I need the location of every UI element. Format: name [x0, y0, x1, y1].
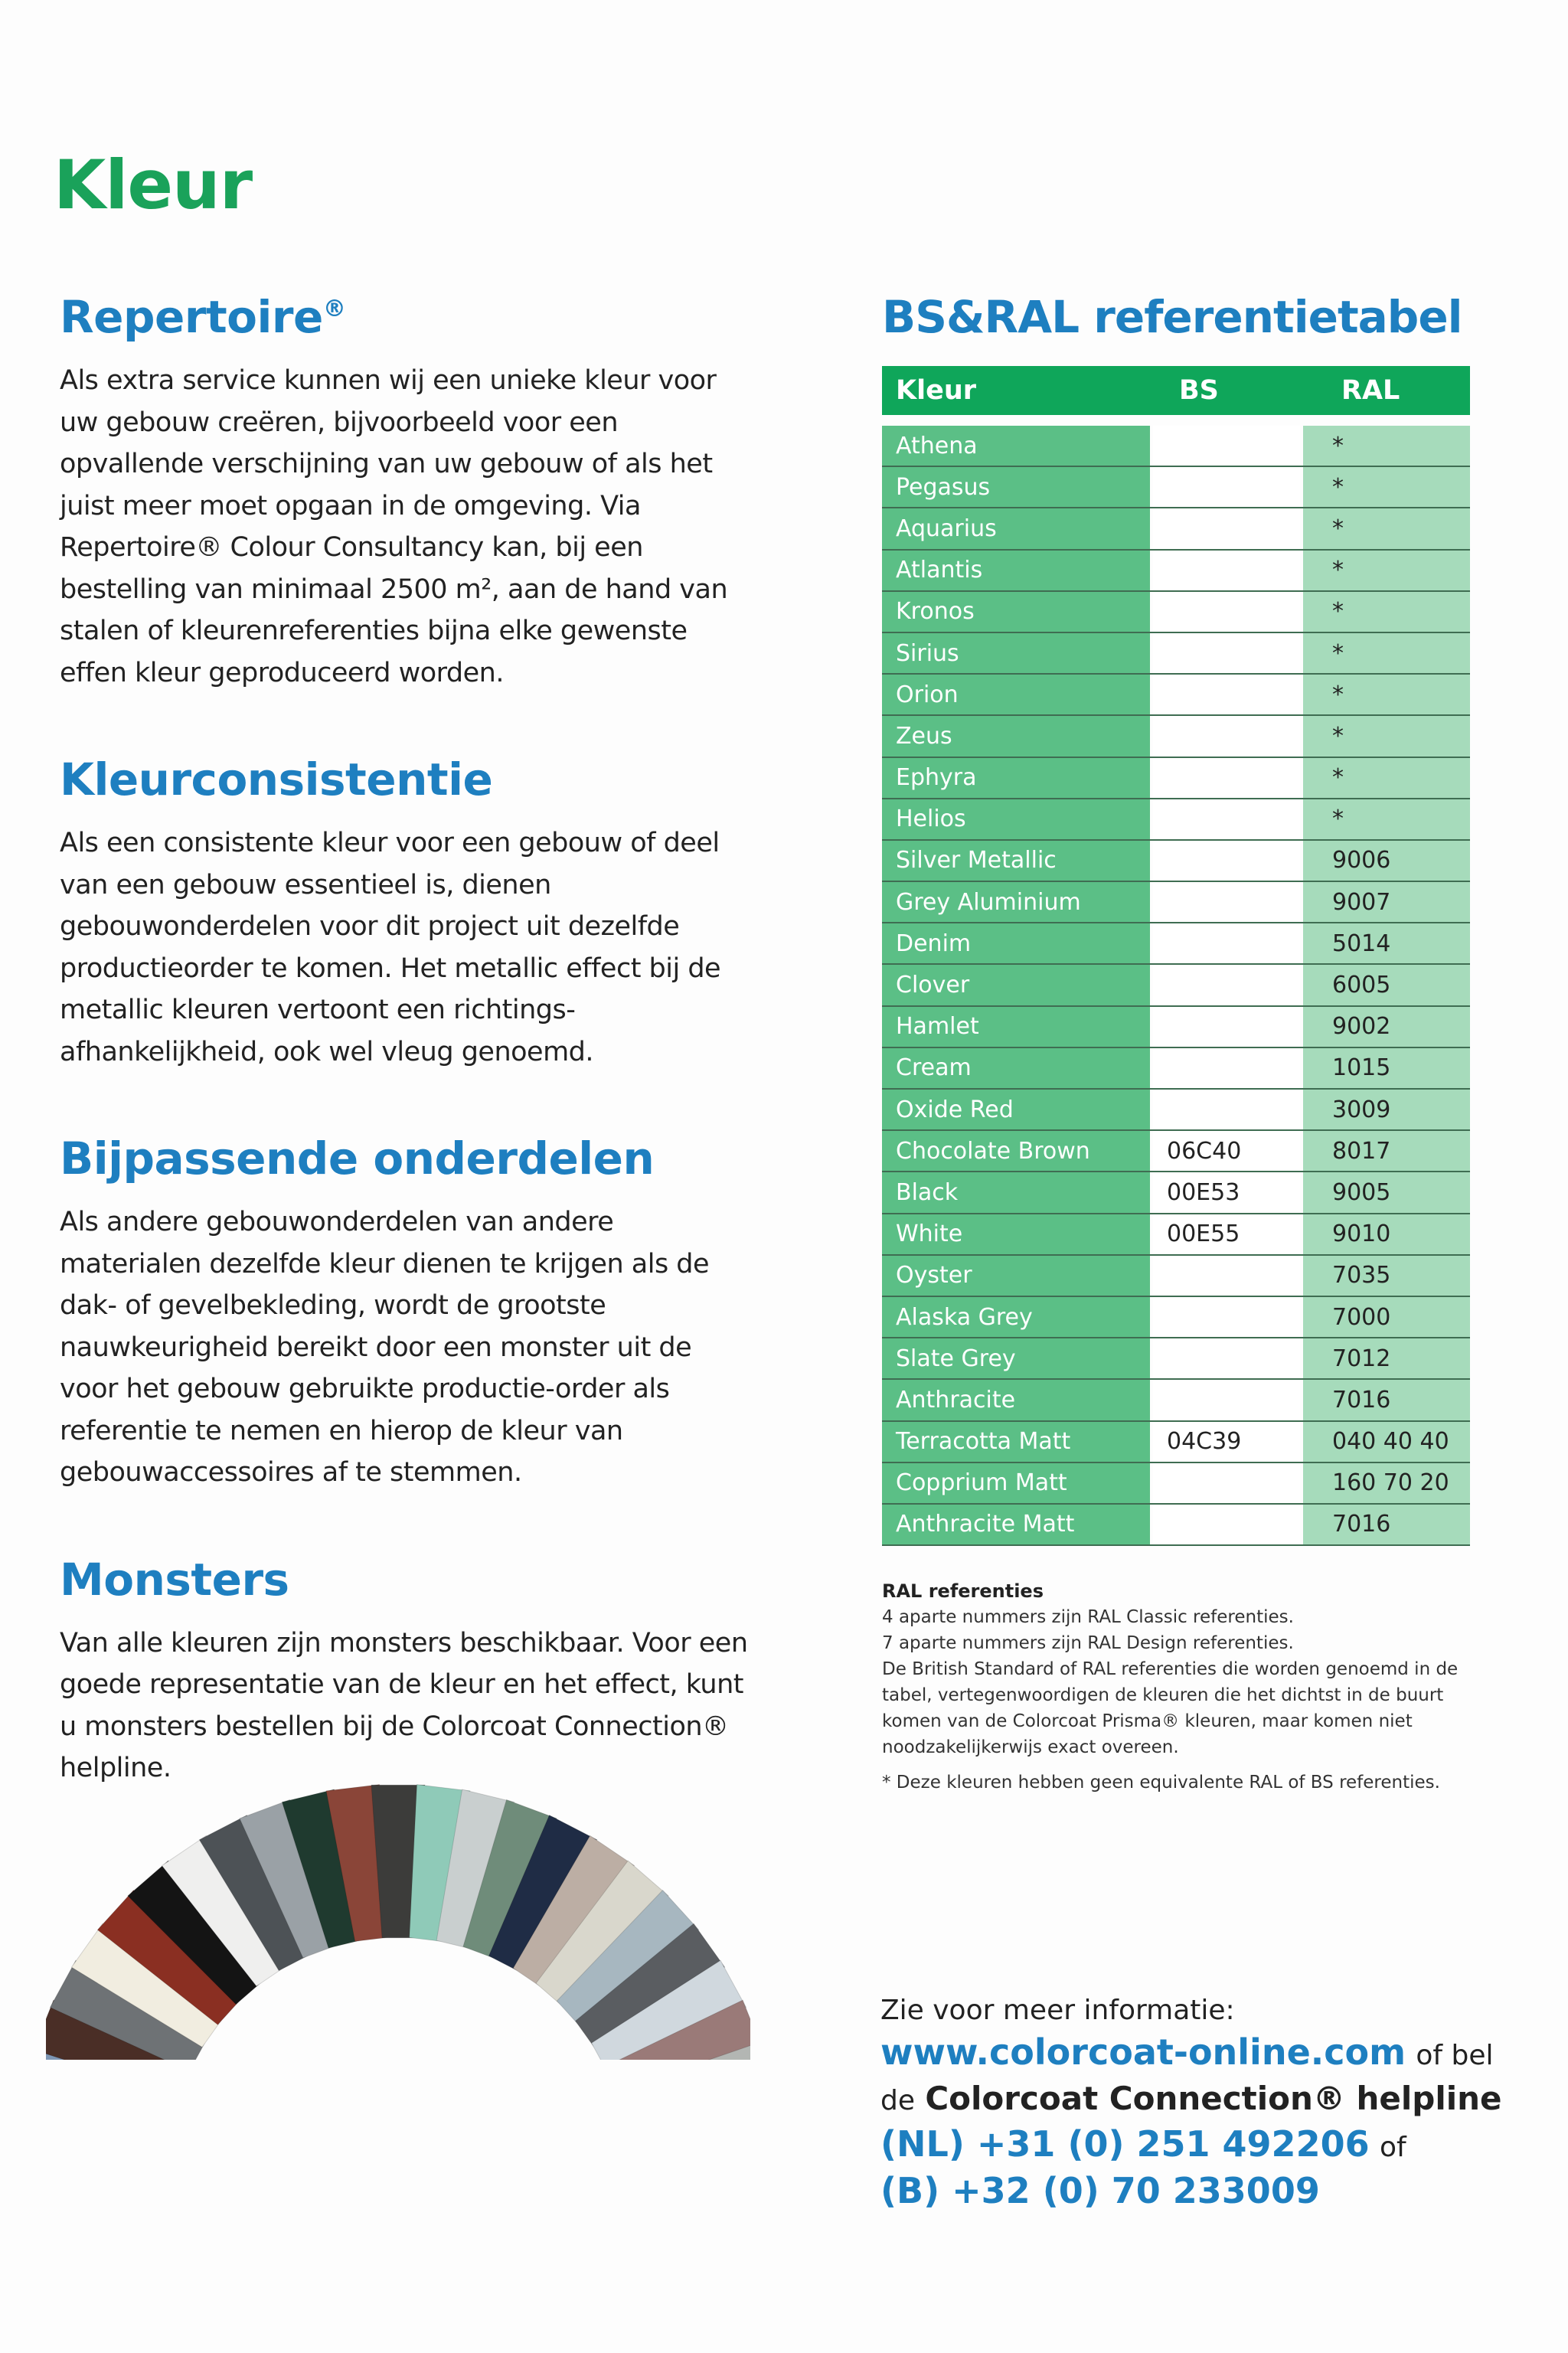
- cell-ral: 160 70 20: [1303, 1463, 1470, 1503]
- cell-kleur: Athena: [882, 426, 1150, 466]
- cell-bs: [1153, 467, 1300, 507]
- cell-ral: 7035: [1303, 1256, 1470, 1296]
- cell-ral: *: [1303, 633, 1470, 673]
- ral-notes: [882, 1578, 1470, 1796]
- table-title: BS&RAL referentietabel: [882, 291, 1462, 343]
- asterisk-note: * Deze kleuren hebben geen equivalente RAL of BS referenties.: [882, 1773, 1440, 1793]
- cell-bs: 04C39: [1153, 1422, 1300, 1462]
- table-row: [882, 1172, 1470, 1214]
- cell-ral: *: [1303, 716, 1470, 756]
- table-row: [882, 1297, 1470, 1338]
- cell-kleur: Hamlet: [882, 1007, 1150, 1047]
- section-repertoire: [60, 291, 749, 694]
- section-title-kleurconsistentie: Kleurconsistentie: [60, 753, 493, 806]
- table-row: [882, 1338, 1470, 1380]
- colour-swatch-fan: [46, 1738, 750, 2060]
- table-header: [882, 366, 1470, 415]
- cell-ral: 8017: [1303, 1131, 1470, 1171]
- table-row: [882, 551, 1470, 592]
- cell-ral: *: [1303, 592, 1470, 632]
- cell-ral: 7012: [1303, 1338, 1470, 1378]
- cell-kleur: Denim: [882, 923, 1150, 963]
- cell-bs: 00E55: [1153, 1214, 1300, 1254]
- page-title: Kleur: [54, 145, 253, 224]
- cell-bs: [1153, 592, 1300, 632]
- table-row: [882, 1007, 1470, 1048]
- website-link[interactable]: www.colorcoat-online.com: [880, 2031, 1406, 2073]
- cell-bs: [1153, 1256, 1300, 1296]
- cell-ral: 3009: [1303, 1090, 1470, 1129]
- phone-nl[interactable]: (NL) +31 (0) 251 492206: [880, 2123, 1370, 2165]
- table-row: [882, 633, 1470, 675]
- cell-bs: [1153, 841, 1300, 881]
- cell-bs: [1153, 1090, 1300, 1129]
- section-kleurconsistentie: [60, 753, 749, 1073]
- cell-kleur: Grey Aluminium: [882, 882, 1150, 922]
- header-bs: BS: [1179, 375, 1219, 406]
- cell-bs: [1153, 1007, 1300, 1047]
- table-row: [882, 508, 1470, 550]
- of-text: of: [1379, 2132, 1406, 2163]
- table-body: [882, 426, 1470, 1546]
- section-body-monsters: Van alle kleuren zijn monsters beschikbaar. Voor een goede representatie van de kleur en het effect, kunt u monsters bestellen bij de Colorcoat Connection® helpline.: [60, 1627, 748, 1783]
- notes-line: 4 aparte nummers zijn RAL Classic referenties.: [882, 1607, 1294, 1628]
- table-row: [882, 675, 1470, 716]
- table-row: [882, 1214, 1470, 1256]
- section-body-repertoire: Als extra service kunnen wij een unieke kleur voor uw gebouw creëren, bijvoorbeeld voor een opvallende verschijning van uw gebouw of als het juist meer moet opgaan in de omgeving. Via Repertoire® Colour Consultancy kan, bij een bestelling van minimaal 2500 m², aan de hand van stalen of kleurenreferenties bijna elke gewenste effen kleur geproduceerd worden.: [60, 365, 728, 688]
- cell-kleur: Anthracite: [882, 1380, 1150, 1420]
- table-row: [882, 1422, 1470, 1463]
- cell-ral: 9007: [1303, 882, 1470, 922]
- cell-kleur: Slate Grey: [882, 1338, 1150, 1378]
- cell-ral: *: [1303, 508, 1470, 548]
- cell-ral: *: [1303, 426, 1470, 466]
- table-row: [882, 592, 1470, 633]
- cell-ral: 7016: [1303, 1505, 1470, 1544]
- cell-bs: 00E53: [1153, 1172, 1300, 1212]
- left-column: [60, 291, 749, 1849]
- section-body-kleurconsistentie: Als een consistente kleur voor een gebouw of deel van een gebouw essentieel is, dienen gebouwonderdelen voor dit project uit dezelfde productieorder te komen. Het metallic effect bij de metallic kleuren vertoont een richtings-afhankelijkheid, ook wel vleug genoemd.: [60, 828, 721, 1067]
- cell-bs: [1153, 508, 1300, 548]
- table-row: [882, 1090, 1470, 1131]
- contact-info: [880, 1995, 1524, 2214]
- cell-ral: *: [1303, 551, 1470, 590]
- cell-kleur: Helios: [882, 799, 1150, 839]
- cell-kleur: Cream: [882, 1048, 1150, 1088]
- cell-kleur: Oyster: [882, 1256, 1150, 1296]
- cell-kleur: Silver Metallic: [882, 841, 1150, 881]
- cell-bs: [1153, 758, 1300, 798]
- cell-bs: [1153, 633, 1300, 673]
- cell-kleur: Anthracite Matt: [882, 1505, 1150, 1544]
- table-row: [882, 799, 1470, 841]
- section-body-bijpassende: Als andere gebouwonderdelen van andere materialen dezelfde kleur dienen te krijgen als de dak- of gevelbekleding, wordt de grootste nauwkeurigheid bereikt door een monster uit de voor het gebouw gebruikte productie-order als referentie te nemen en hierop de kleur van gebouwaccessoires af te stemmen.: [60, 1207, 710, 1488]
- table-row: [882, 1131, 1470, 1172]
- table-row: [882, 923, 1470, 965]
- notes-line: De British Standard of RAL referenties die worden genoemd in de tabel, vertegenwoordigen de kleuren die het dichtst in de buurt komen van de Colorcoat Prisma® kleuren, maar komen niet noodzakelijkerwijs exact overeen.: [882, 1659, 1459, 1758]
- cell-kleur: Orion: [882, 675, 1150, 714]
- cell-ral: 9005: [1303, 1172, 1470, 1212]
- table-row: [882, 426, 1470, 467]
- cell-ral: *: [1303, 467, 1470, 507]
- cell-ral: 9002: [1303, 1007, 1470, 1047]
- cell-ral: 9010: [1303, 1214, 1470, 1254]
- cell-bs: [1153, 799, 1300, 839]
- cell-kleur: Sirius: [882, 633, 1150, 673]
- cell-kleur: Pegasus: [882, 467, 1150, 507]
- table-row: [882, 1463, 1470, 1505]
- cell-ral: 9006: [1303, 841, 1470, 881]
- cell-ral: 7016: [1303, 1380, 1470, 1420]
- header-ral: RAL: [1341, 375, 1400, 406]
- cell-bs: [1153, 426, 1300, 466]
- helpline-name: Colorcoat Connection® helpline: [925, 2080, 1502, 2117]
- cell-bs: [1153, 965, 1300, 1005]
- table-row: [882, 1048, 1470, 1090]
- cell-ral: 6005: [1303, 965, 1470, 1005]
- table-row: [882, 841, 1470, 882]
- header-kleur: Kleur: [896, 375, 977, 406]
- table-row: [882, 882, 1470, 923]
- cell-ral: *: [1303, 675, 1470, 714]
- cell-bs: 06C40: [1153, 1131, 1300, 1171]
- cell-ral: 7000: [1303, 1297, 1470, 1337]
- cell-kleur: Alaska Grey: [882, 1297, 1150, 1337]
- phone-be[interactable]: (B) +32 (0) 70 233009: [880, 2170, 1320, 2211]
- cell-kleur: Ephyra: [882, 758, 1150, 798]
- cell-ral: *: [1303, 758, 1470, 798]
- cell-kleur: Clover: [882, 965, 1150, 1005]
- cell-kleur: Copprium Matt: [882, 1463, 1150, 1503]
- cell-ral: 1015: [1303, 1048, 1470, 1088]
- or-call-text: of bel: [1416, 2040, 1494, 2071]
- section-title-repertoire: Repertoire®: [60, 291, 346, 343]
- table-row: [882, 758, 1470, 799]
- section-title-bijpassende: Bijpassende onderdelen: [60, 1132, 655, 1185]
- cell-kleur: Kronos: [882, 592, 1150, 632]
- table-row: [882, 1256, 1470, 1297]
- table-row: [882, 716, 1470, 757]
- cell-ral: *: [1303, 799, 1470, 839]
- cell-bs: [1153, 1297, 1300, 1337]
- cell-ral: 040 40 40: [1303, 1422, 1470, 1462]
- cell-kleur: Atlantis: [882, 551, 1150, 590]
- cell-bs: [1153, 923, 1300, 963]
- notes-line: 7 aparte nummers zijn RAL Design referenties.: [882, 1633, 1294, 1654]
- cell-bs: [1153, 1463, 1300, 1503]
- section-bijpassende: [60, 1132, 749, 1494]
- cell-bs: [1153, 716, 1300, 756]
- cell-bs: [1153, 1048, 1300, 1088]
- cell-bs: [1153, 882, 1300, 922]
- table-row: [882, 467, 1470, 508]
- cell-kleur: Terracotta Matt: [882, 1422, 1150, 1462]
- cell-bs: [1153, 1505, 1300, 1544]
- cell-kleur: Oxide Red: [882, 1090, 1150, 1129]
- cell-ral: 5014: [1303, 923, 1470, 963]
- cell-kleur: Chocolate Brown: [882, 1131, 1150, 1171]
- table-row: [882, 1505, 1470, 1546]
- cell-bs: [1153, 551, 1300, 590]
- cell-kleur: Zeus: [882, 716, 1150, 756]
- cell-kleur: Black: [882, 1172, 1150, 1212]
- cell-kleur: Aquarius: [882, 508, 1150, 548]
- cell-bs: [1153, 1380, 1300, 1420]
- cell-kleur: White: [882, 1214, 1150, 1254]
- notes-title: RAL referenties: [882, 1580, 1044, 1603]
- table-row: [882, 965, 1470, 1006]
- right-column: [882, 291, 1470, 1796]
- table-row: [882, 1380, 1470, 1421]
- cell-bs: [1153, 1338, 1300, 1378]
- ral-reference-table: [882, 366, 1470, 1546]
- de-text: de: [880, 2085, 915, 2116]
- contact-intro: Zie voor meer informatie:: [880, 1995, 1235, 2026]
- section-title-monsters: Monsters: [60, 1553, 289, 1606]
- cell-bs: [1153, 675, 1300, 714]
